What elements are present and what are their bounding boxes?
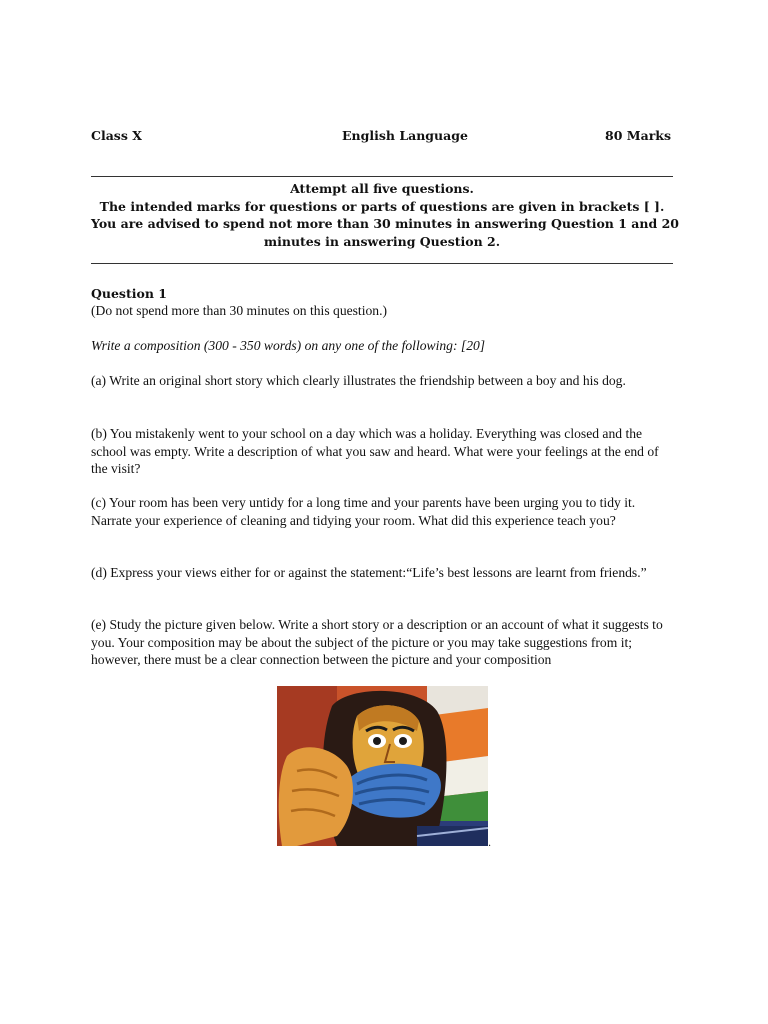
option-a: (a) Write an original short story which clearly illustrates the friendship between a boy and his dog.: [91, 373, 626, 388]
mural-picture: [277, 686, 488, 846]
instruction-line: The intended marks for questions or parts of questions are given in brackets [ ].: [99, 198, 665, 214]
divider-top: [91, 176, 673, 177]
class-label: Class X: [91, 128, 142, 143]
divider-bottom: [91, 263, 673, 264]
question-title: Question 1: [91, 286, 167, 301]
question-note: (Do not spend more than 30 minutes on this question.): [91, 303, 388, 318]
instruction-line: Attempt all five questions.: [290, 181, 474, 196]
page-header: [91, 128, 671, 146]
option-c: (c) Your room has been very untidy for a long time and your parents have been urging you to tidy it. Narrate your experience of cleaning and tidying your room. What did this experience teach you?: [91, 495, 636, 528]
instruction-line: minutes in answering Question 2.: [263, 233, 501, 249]
mural-illustration: [277, 686, 488, 846]
subject-title: English Language: [342, 128, 468, 143]
general-instructions: [91, 180, 679, 250]
option-b: (b) You mistakenly went to your school on a day which was a holiday. Everything was closed and the school was empty. Write a description of what you saw and heard. What were your feelings at the end of the visit?: [91, 426, 659, 476]
total-marks: 80 Marks: [605, 128, 671, 143]
instruction-line: You are advised to spend not more than 30 minutes in answering Question 1 and 20: [91, 216, 679, 231]
option-d: (d) Express your views either for or against the statement:“Life’s best lessons are learnt from friends.”: [91, 565, 647, 580]
question-instruction: Write a composition (300 - 350 words) on any one of the following: [20]: [91, 338, 486, 353]
option-e: (e) Study the picture given below. Write a short story or a description or an account of what it suggests to you. Your composition may be about the subject of the picture or you may take suggestions from it; however, there must be a clear connection between the picture and your composition: [91, 617, 663, 667]
trailing-mark: .: [488, 838, 492, 849]
